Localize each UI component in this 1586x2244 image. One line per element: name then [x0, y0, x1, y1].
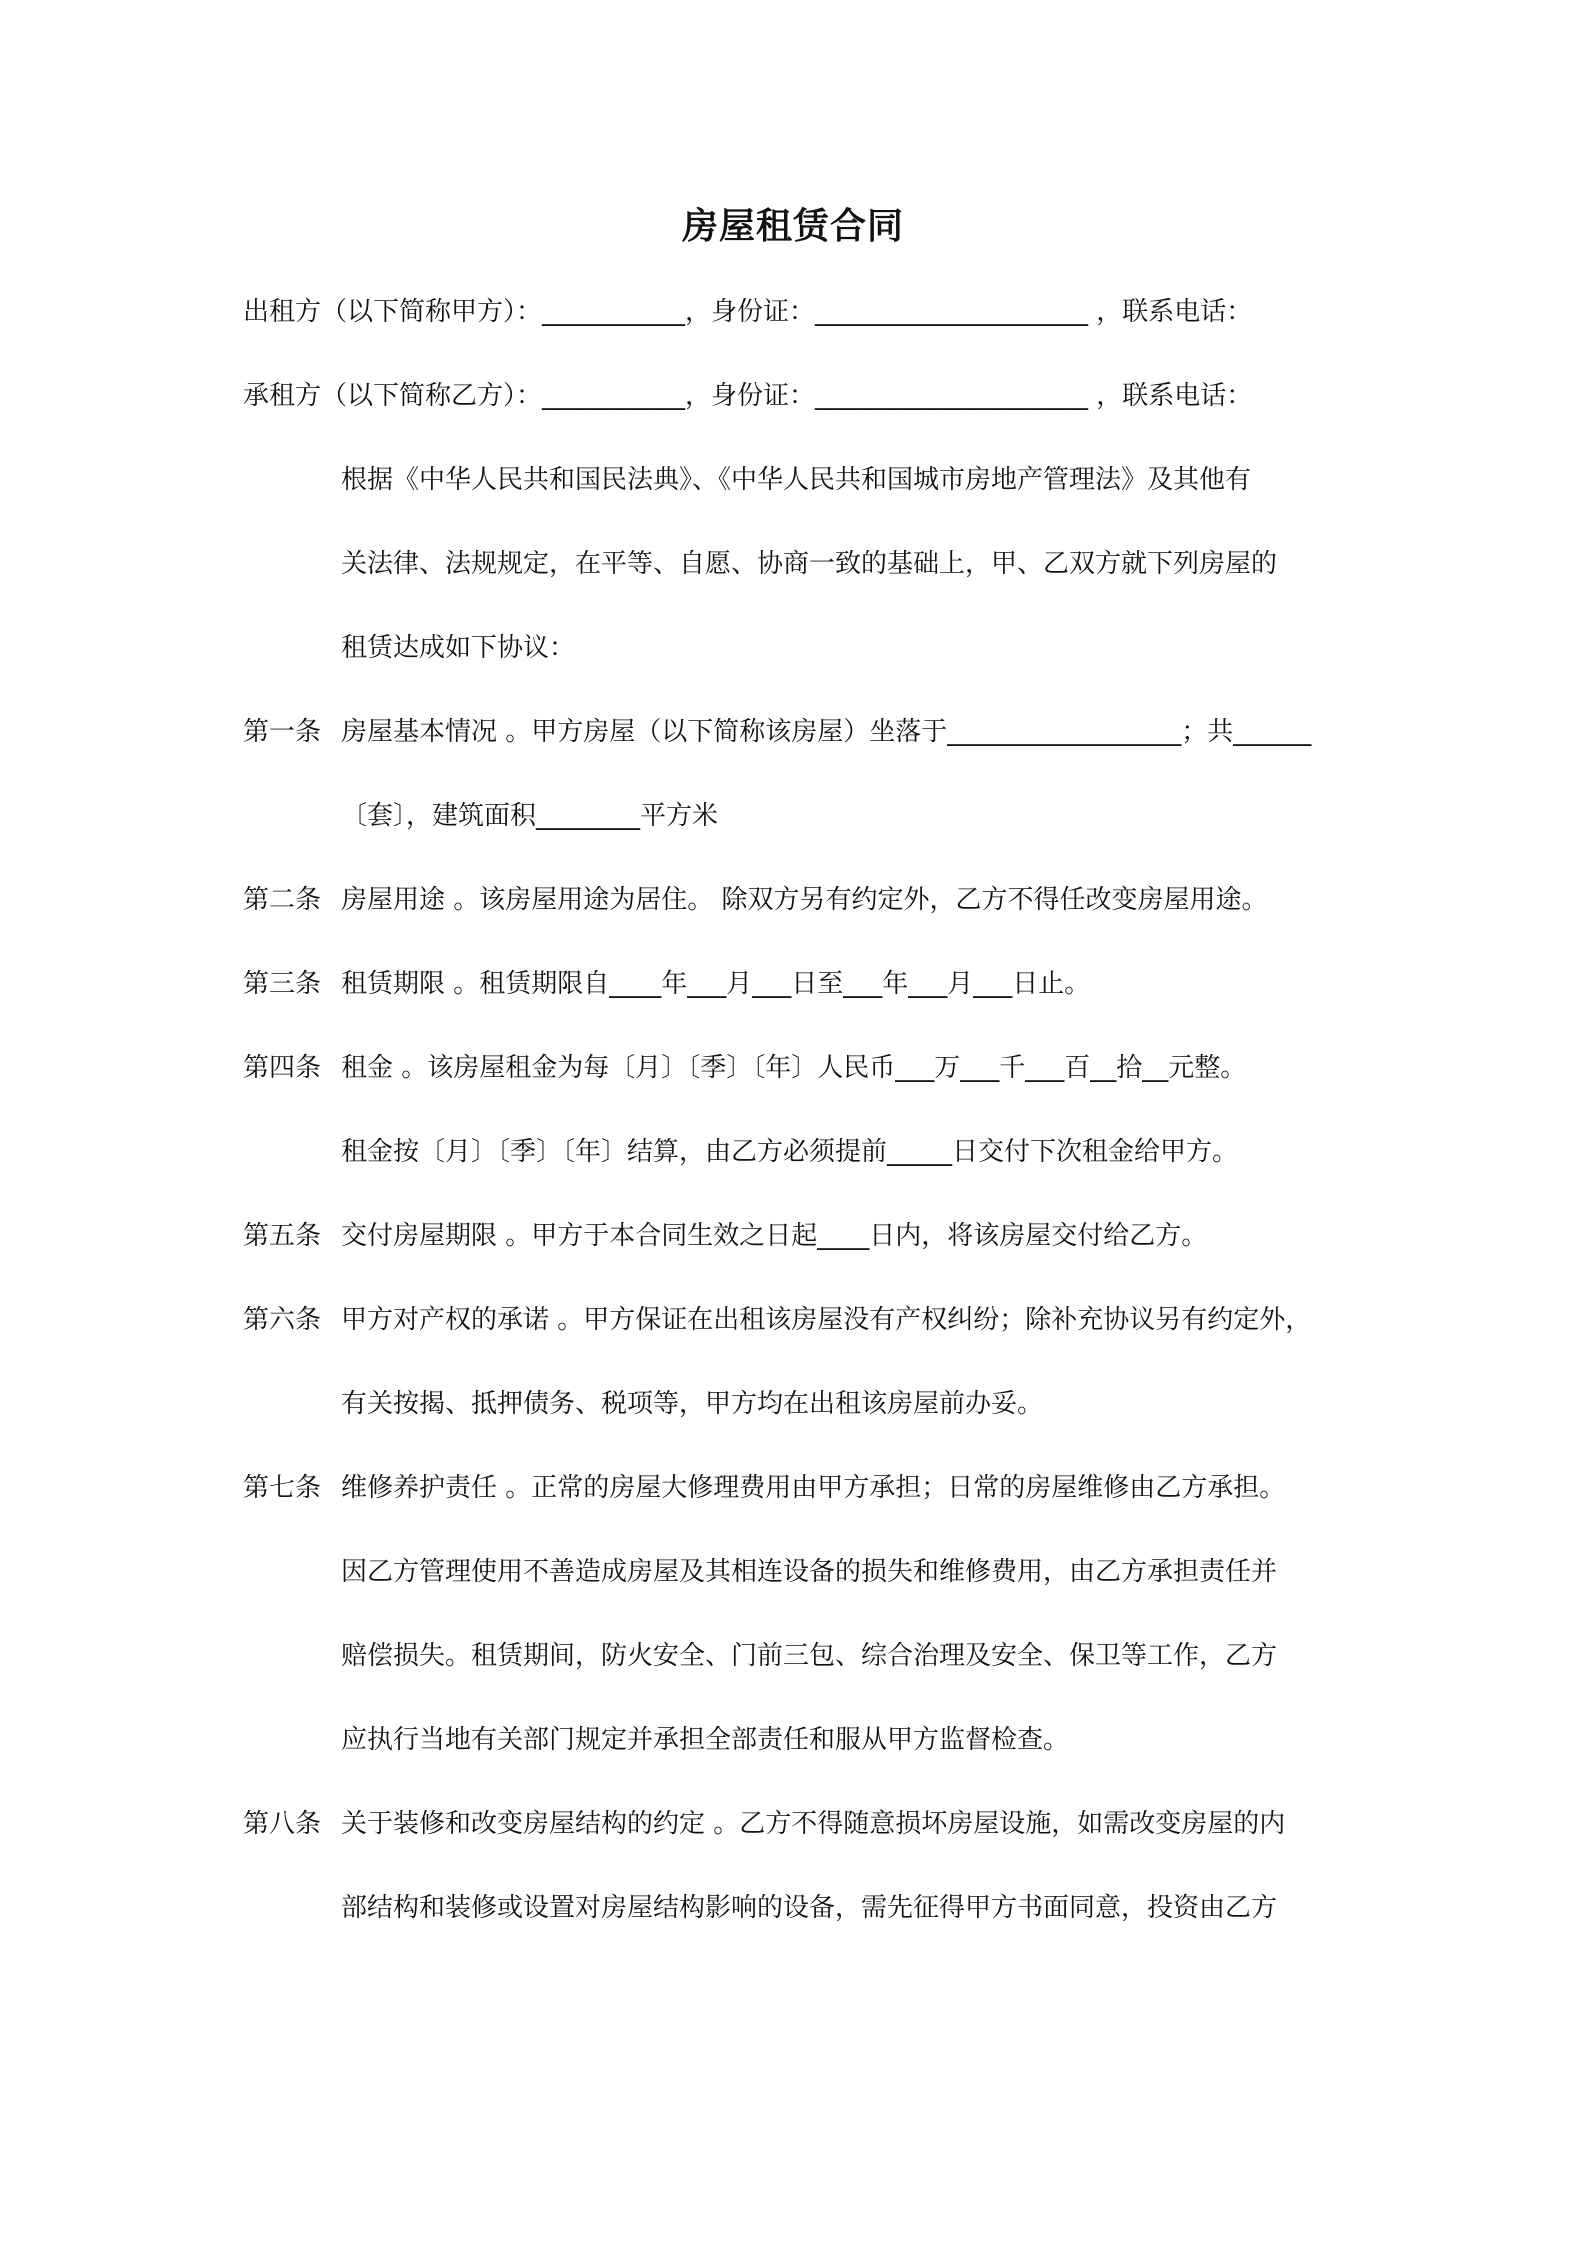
- article-text: 租金 。该房屋租金为每〔月〕〔季〕〔年〕人民币___万___千___百__拾__元整。: [341, 1053, 1247, 1083]
- article-label: 第五条: [243, 1221, 322, 1251]
- article-7: [243, 1468, 1285, 1508]
- article-label: 第二条: [243, 885, 322, 915]
- article-4-cont: 租金按〔月〕〔季〕〔年〕结算，由乙方必须提前_____日交付下次租金给甲方。: [341, 1137, 1239, 1167]
- article-6: [243, 1300, 1311, 1340]
- article-4: [243, 1048, 1246, 1088]
- article-1: [243, 712, 1311, 752]
- document-title: 房屋租赁合同: [681, 206, 904, 247]
- article-3: [243, 964, 1090, 1004]
- article-text: 甲方对产权的承诺 。甲方保证在出租该房屋没有产权纠纷；除补充协议另有约定外，: [341, 1305, 1312, 1335]
- preamble-line: 关法律、法规规定，在平等、自愿、协商一致的基础上，甲、乙双方就下列房屋的: [341, 549, 1278, 579]
- preamble-line: 根据《中华人民共和国民法典》、《中华人民共和国城市房地产管理法》及其他有: [341, 465, 1252, 495]
- article-6-cont: 有关按揭、抵押债务、税项等，甲方均在出租该房屋前办妥。: [341, 1389, 1044, 1419]
- article-7-cont: 因乙方管理使用不善造成房屋及其相连设备的损失和维修费用，由乙方承担责任并: [341, 1557, 1278, 1587]
- article-2: [243, 880, 1268, 920]
- article-label: 第六条: [243, 1305, 322, 1335]
- article-7-cont: 赔偿损失。租赁期间，防火安全、门前三包、综合治理及安全、保卫等工作，乙方: [341, 1641, 1278, 1671]
- article-text: 交付房屋期限 。甲方于本合同生效之日起____日内，将该房屋交付给乙方。: [341, 1221, 1208, 1251]
- article-label: 第四条: [243, 1053, 322, 1083]
- article-8: [243, 1804, 1285, 1844]
- article-text: 关于装修和改变房屋结构的约定 。乙方不得随意损坏房屋设施，如需改变房屋的内: [341, 1809, 1286, 1839]
- party-a-line: 出租方（以下简称甲方）：___________，身份证：_____________________ ，联系电话：: [243, 297, 1253, 327]
- article-5: [243, 1216, 1207, 1256]
- article-label: 第七条: [243, 1473, 322, 1503]
- article-label: 第一条: [243, 717, 322, 747]
- party-b-line: 承租方（以下简称乙方）：___________，身份证：_____________________ ，联系电话：: [243, 381, 1253, 411]
- article-label: 第八条: [243, 1809, 322, 1839]
- article-text: 租赁期限 。租赁期限自____年___月___日至___年___月___日止。: [341, 969, 1091, 999]
- preamble-line: 租赁达成如下协议：: [341, 633, 576, 663]
- article-1-cont: 〔套〕，建筑面积________平方米: [341, 801, 719, 831]
- article-text: 房屋用途 。该房屋用途为居住。 除双方另有约定外，乙方不得任改变房屋用途。: [341, 885, 1268, 915]
- article-text: 房屋基本情况 。甲方房屋（以下简称该房屋）坐落于__________________；共______: [341, 717, 1312, 747]
- article-8-cont: 部结构和装修或设置对房屋结构影响的设备，需先征得甲方书面同意，投资由乙方: [341, 1893, 1278, 1923]
- article-text: 维修养护责任 。正常的房屋大修理费用由甲方承担；日常的房屋维修由乙方承担。: [341, 1473, 1286, 1503]
- article-7-cont: 应执行当地有关部门规定并承担全部责任和服从甲方监督检查。: [341, 1725, 1070, 1755]
- article-label: 第三条: [243, 969, 322, 999]
